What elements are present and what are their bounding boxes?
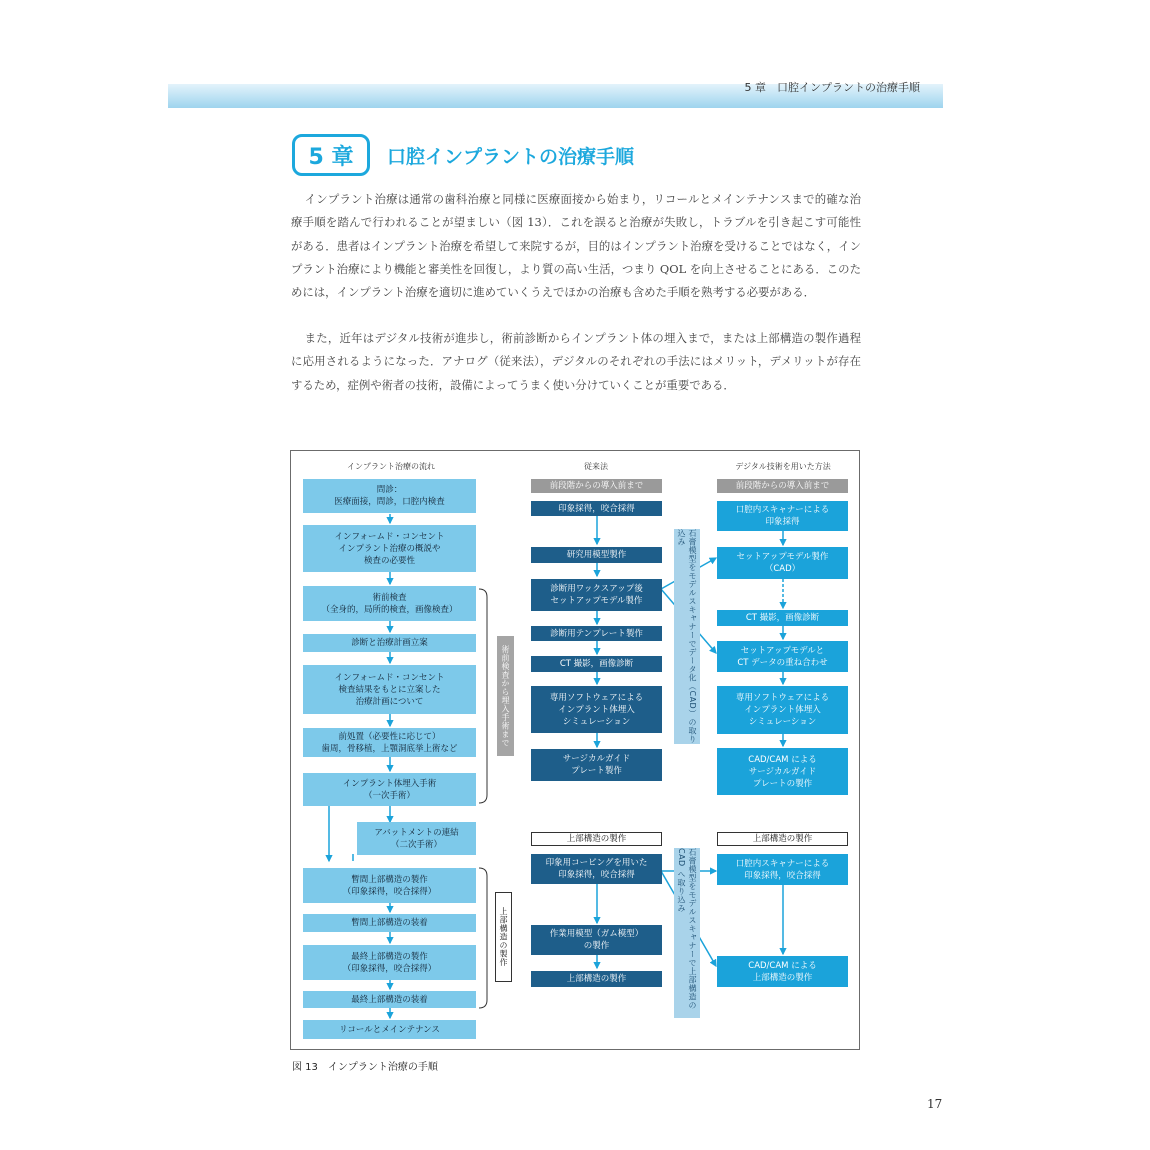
digital-cadcam-superstructure: CAD/CAM による 上部構造の製作	[717, 956, 848, 987]
conventional-ct: CT 撮影，画像診断	[531, 656, 662, 672]
conventional-study-model: 研究用模型製作	[531, 547, 662, 563]
conventional-wax-up: 診断用ワックスアップ後 セットアップモデル製作	[531, 579, 662, 611]
flow-step-informed-consent-2: インフォームド・コンセント 検査結果をもとに立案した 治療計画について	[303, 665, 476, 714]
column-header-flow: インプラント治療の流れ	[347, 462, 435, 471]
chapter-number-badge: 5 章	[292, 134, 370, 176]
conventional-coping-impression: 印象用コーピングを用いた 印象採得，咬合採得	[531, 854, 662, 884]
digital-start: 前段階からの導入前まで	[717, 479, 848, 493]
side-label-superstructure: 上部構造の製作	[495, 892, 512, 982]
body-paragraph-2: また，近年はデジタル技術が進歩し，術前診断からインプラント体の埋入まで，または上部構造の製作過程に応用されるようになった．アナログ（従来法），デジタルのそれぞれの手法にはメリット，デメリットが存在するため，症例や術者の技術，設備によってうまく使い分けていくことが重要である．	[291, 331, 861, 392]
digital-overlay: セットアップモデルと CT データの重ね合わせ	[717, 641, 848, 672]
figure-caption: 図 13 インプラント治療の手順	[292, 1062, 438, 1073]
side-label-presurgery: 術前検査から埋入手術まで	[497, 636, 514, 756]
flow-step-abutment: アバットメントの連結 （二次手術）	[357, 822, 476, 855]
digital-intraoral-scan-bite: 口腔内スキャナーによる 印象採得，咬合採得	[717, 854, 848, 885]
digital-intraoral-scan: 口腔内スキャナーによる 印象採得	[717, 501, 848, 531]
brace-superstructure	[479, 868, 487, 1008]
flow-step-final-fabrication: 最終上部構造の製作 （印象採得，咬合採得）	[303, 945, 476, 980]
conventional-superstructure-fabrication: 上部構造の製作	[531, 971, 662, 987]
conventional-superstructure-heading: 上部構造の製作	[531, 832, 662, 846]
conventional-impression: 印象採得，咬合採得	[531, 501, 662, 516]
column-header-conventional: 従来法	[584, 462, 608, 471]
column-header-digital: デジタル技術を用いた方法	[735, 462, 831, 471]
flow-step-final-placement: 最終上部構造の装着	[303, 991, 476, 1008]
conventional-working-model: 作業用模型（ガム模型） の製作	[531, 925, 662, 955]
figure-13-flowchart	[290, 450, 860, 1050]
flow-step-preop-exam: 術前検査 （全身的，局所的検査，画像検査）	[303, 586, 476, 621]
conventional-surgical-guide: サージカルガイド プレート製作	[531, 749, 662, 781]
conventional-template: 診断用テンプレート製作	[531, 626, 662, 641]
flow-step-implant-surgery: インプラント体埋入手術 （一次手術）	[303, 773, 476, 806]
body-paragraph-1: インプラント治療は通常の歯科治療と同様に医療面接から始まり，リコールとメインテナンスまで的確な治療手順を踏んで行われることが望ましい（図 13）．これを誤ると治療が失敗し，トラブルを引き起こす可能性がある．患者はインプラント治療を希望して来院するが，目的はインプラント治療を受けることではなく，インプラント治療により機能と審美性を回復し，より質の高い生活，つまり QOL を向上させることにある．このためには，インプラント治療を適切に進めていくうえでほかの治療も含めた手順を熟考する必要がある．	[291, 192, 861, 300]
digital-superstructure-heading: 上部構造の製作	[717, 832, 848, 846]
running-title: 5 章 口腔インプラントの治療手順	[744, 81, 920, 94]
digital-ct: CT 撮影，画像診断	[717, 610, 848, 626]
digital-setup-model-cad: セットアップモデル製作 （CAD）	[717, 547, 848, 579]
link-label-top: 石膏模型をモデルスキャナーでデータ化（CAD）の取り込み	[674, 529, 700, 744]
flow-step-interview: 問診： 医療面接，問診，口腔内検査	[303, 479, 476, 513]
page-number: 17	[927, 1097, 943, 1111]
flow-step-diagnosis: 診断と治療計画立案	[303, 634, 476, 652]
flow-step-recall: リコールとメインテナンス	[303, 1020, 476, 1039]
flow-step-provisional-placement: 暫間上部構造の装着	[303, 914, 476, 932]
flow-step-informed-consent-1: インフォームド・コンセント インプラント治療の概説や 検査の必要性	[303, 525, 476, 572]
conventional-start: 前段階からの導入前まで	[531, 479, 662, 493]
flow-step-provisional-fabrication: 暫間上部構造の製作 （印象採得，咬合採得）	[303, 868, 476, 903]
digital-surgical-guide: CAD/CAM による サージカルガイド プレートの製作	[717, 748, 848, 795]
link-label-bottom: 石膏模型をモデルスキャナーで上部構造の CAD へ取り込み	[674, 848, 700, 1018]
chapter-title: 口腔インプラントの治療手順	[387, 146, 635, 168]
conventional-simulation: 専用ソフトウェアによる インプラント体埋入 シミュレーション	[531, 686, 662, 733]
brace-presurgery	[479, 589, 487, 803]
digital-simulation: 専用ソフトウェアによる インプラント体埋入 シミュレーション	[717, 686, 848, 734]
flow-step-pretreatment: 前処置（必要性に応じて） 歯周，骨移植，上顎洞底挙上術など	[303, 728, 476, 757]
